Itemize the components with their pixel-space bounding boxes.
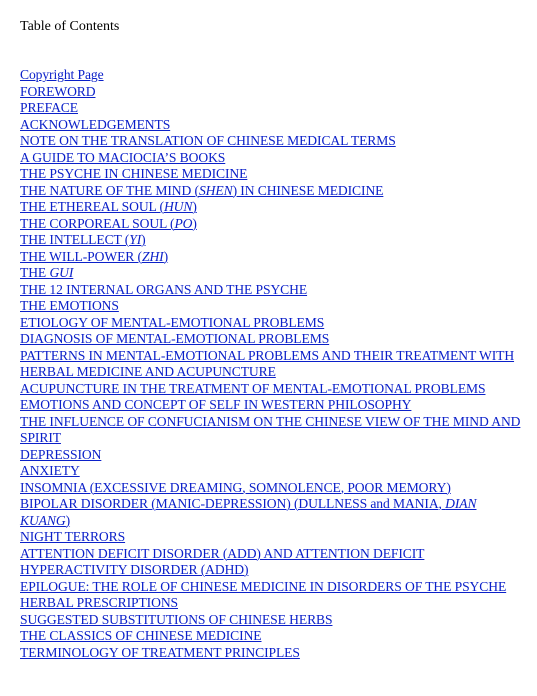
toc-link-text: INSOMNIA (EXCESSIVE DREAMING, SOMNOLENCE, POOR MEMORY) [20, 479, 451, 495]
toc-link[interactable] [20, 397, 411, 412]
toc-entry [20, 133, 525, 150]
toc-link-text: FOREWORD [20, 83, 96, 99]
toc-link-text: NOTE ON THE TRANSLATION OF CHINESE MEDICAL TERMS [20, 133, 396, 148]
toc-link[interactable] [20, 546, 424, 578]
toc-entry [20, 595, 525, 612]
toc-link-italic-text: DIAN KUANG [20, 496, 477, 528]
toc-link[interactable] [20, 298, 119, 313]
toc-link-text: THE NATURE OF THE MIND ( [20, 182, 199, 198]
toc-link-text: BIPOLAR DISORDER (MANIC-DEPRESSION) (DULLNESS and MANIA, [20, 496, 446, 511]
toc-link[interactable] [20, 595, 178, 610]
toc-link[interactable] [20, 282, 307, 297]
toc-link[interactable] [20, 628, 262, 643]
toc-entry [20, 496, 525, 529]
toc-entry [20, 579, 525, 596]
toc-link[interactable] [20, 133, 396, 148]
toc-link[interactable] [20, 381, 485, 396]
toc-link[interactable] [20, 480, 451, 495]
toc-entry [20, 348, 525, 381]
toc-entry [20, 199, 525, 216]
toc-link[interactable] [20, 414, 520, 446]
toc-entry [20, 282, 525, 299]
toc-link-text: DIAGNOSIS OF MENTAL-EMOTIONAL PROBLEMS [20, 331, 330, 346]
toc-entry [20, 546, 525, 579]
toc-link[interactable] [20, 67, 104, 82]
toc-link[interactable] [20, 331, 329, 346]
toc-link-italic-text: SHEN [198, 182, 233, 198]
toc-entry [20, 645, 525, 662]
toc-entry [20, 232, 525, 249]
toc-link-text: ) [163, 248, 169, 264]
toc-link-text: EPILOGUE: THE ROLE OF CHINESE MEDICINE IN DISORDERS OF THE PSYCHE [20, 578, 507, 594]
toc-link-text: ) [192, 199, 197, 214]
toc-link-text: ATTENTION DEFICIT DISORDER (ADD) AND ATTENTION DEFICIT HYPERACTIVITY DISORDER (ADHD) [20, 545, 425, 577]
toc-entry [20, 612, 525, 629]
toc-link-text: EMOTIONS AND CONCEPT OF SELF IN WESTERN PHILOSOPHY [20, 397, 412, 412]
toc-link-text: SUGGESTED SUBSTITUTIONS OF CHINESE HERBS [20, 611, 333, 627]
toc-link-text: THE ETHEREAL SOUL ( [20, 199, 164, 214]
toc-link-text: THE 12 INTERNAL ORGANS AND THE PSYCHE [20, 281, 308, 297]
toc-link-text: DEPRESSION [20, 446, 102, 462]
toc-link-text: A GUIDE TO MACIOCIA’S BOOKS [20, 149, 226, 165]
toc-link[interactable] [20, 100, 78, 115]
toc-link-text: THE PSYCHE IN CHINESE MEDICINE [20, 166, 248, 181]
toc-entry [20, 447, 525, 464]
toc-link[interactable] [20, 183, 383, 198]
toc-entry [20, 67, 525, 84]
toc-link-text: ACKNOWLEDGEMENTS [20, 116, 171, 132]
toc-link[interactable] [20, 645, 300, 660]
toc-entry [20, 529, 525, 546]
toc-link-text: ) [192, 215, 197, 231]
toc-link[interactable] [20, 612, 332, 627]
toc-link-italic-text: PO [174, 215, 193, 231]
toc-link[interactable] [20, 579, 506, 594]
toc-link-text: THE CLASSICS OF CHINESE MEDICINE [20, 628, 262, 643]
toc-link[interactable] [20, 529, 125, 544]
toc-entry [20, 166, 525, 183]
toc-link-text: THE INTELLECT ( [20, 232, 130, 247]
toc-entry [20, 84, 525, 101]
table-of-contents [20, 67, 525, 661]
toc-link-text: THE EMOTIONS [20, 298, 119, 313]
toc-link[interactable] [20, 463, 80, 478]
toc-link-italic-text: YI [129, 232, 142, 247]
toc-link[interactable] [20, 166, 247, 181]
toc-link-text: TERMINOLOGY OF TREATMENT PRINCIPLES [20, 644, 300, 660]
toc-link-text: ) [65, 512, 71, 528]
toc-link-text: THE [20, 265, 50, 280]
toc-link[interactable] [20, 315, 324, 330]
toc-link[interactable] [20, 216, 197, 231]
toc-link-text: ) IN CHINESE MEDICINE [232, 182, 384, 198]
toc-link[interactable] [20, 348, 514, 380]
toc-entry [20, 414, 525, 447]
toc-link[interactable] [20, 150, 225, 165]
toc-entry [20, 117, 525, 134]
toc-link-italic-text: GUI [49, 265, 74, 280]
toc-link[interactable] [20, 117, 170, 132]
toc-link[interactable] [20, 496, 476, 528]
toc-entry [20, 298, 525, 315]
toc-link-text: ACUPUNCTURE IN THE TREATMENT OF MENTAL-EMOTIONAL PROBLEMS [20, 380, 486, 396]
toc-link-text: HERBAL PRESCRIPTIONS [20, 595, 179, 610]
toc-link[interactable] [20, 265, 73, 280]
toc-entry [20, 628, 525, 645]
toc-link[interactable] [20, 232, 146, 247]
page-title: Table of Contents [20, 19, 120, 34]
toc-link-text: ANXIETY [20, 463, 80, 478]
toc-link-text: ETIOLOGY OF MENTAL-EMOTIONAL PROBLEMS [20, 314, 325, 330]
toc-link-text: PATTERNS IN MENTAL-EMOTIONAL PROBLEMS AND THEIR TREATMENT WITH HERBAL MEDICINE AND ACUPUNCTURE [20, 347, 515, 379]
toc-link[interactable] [20, 199, 197, 214]
toc-entry [20, 183, 525, 200]
toc-link-text: NIGHT TERRORS [20, 529, 126, 544]
toc-link-text: THE CORPOREAL SOUL ( [20, 215, 175, 231]
toc-link-italic-text: HUN [163, 199, 193, 214]
toc-entry [20, 397, 525, 414]
toc-entry [20, 150, 525, 167]
toc-entry [20, 331, 525, 348]
toc-link[interactable] [20, 84, 95, 99]
toc-link-text: THE WILL-POWER ( [20, 248, 142, 264]
toc-entry [20, 480, 525, 497]
toc-link-text: THE INFLUENCE OF CONFUCIANISM ON THE CHINESE VIEW OF THE MIND AND SPIRIT [20, 413, 521, 445]
toc-entry [20, 100, 525, 117]
toc-link-text: Copyright Page [20, 67, 104, 82]
toc-link[interactable] [20, 249, 168, 264]
toc-entry [20, 216, 525, 233]
toc-entry [20, 463, 525, 480]
toc-link-italic-text: ZHI [141, 248, 164, 264]
toc-entry [20, 265, 525, 282]
toc-entry [20, 381, 525, 398]
toc-link-text: ) [141, 232, 146, 247]
toc-entry [20, 315, 525, 332]
toc-link-text: PREFACE [20, 100, 78, 115]
toc-link[interactable] [20, 447, 101, 462]
toc-entry [20, 249, 525, 266]
